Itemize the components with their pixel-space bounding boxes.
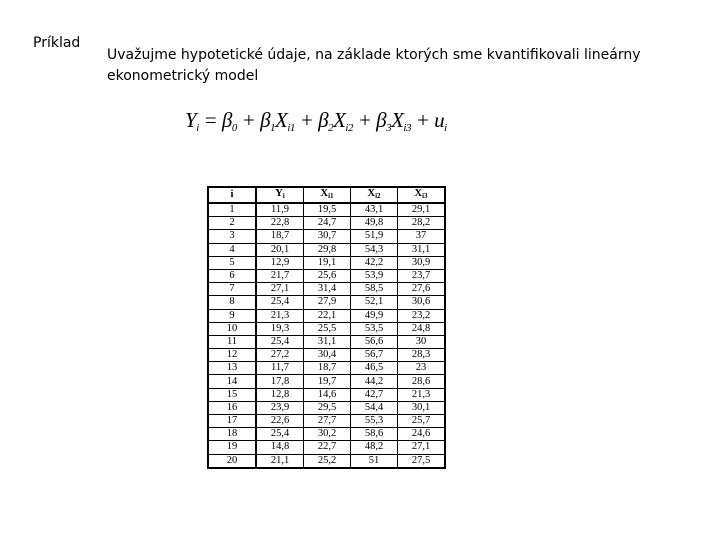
table-cell: 23	[398, 362, 446, 375]
table-cell: 51,9	[351, 230, 398, 243]
formula-beta2-sub: 2	[328, 122, 334, 134]
formula-beta1-sub: 1	[270, 122, 276, 134]
table-cell: 21,7	[256, 269, 304, 282]
table-cell: 19,5	[304, 203, 351, 217]
table-row	[208, 217, 445, 230]
slide-label: Príklad	[33, 35, 81, 51]
table-cell: 44,2	[351, 375, 398, 388]
row-index-cell: 5	[208, 256, 256, 269]
column-header	[208, 187, 256, 203]
row-index-cell: 19	[208, 441, 256, 454]
formula-beta3-sub: 3	[386, 122, 392, 134]
table-cell: 30	[398, 335, 446, 348]
formula-u: u	[434, 108, 445, 132]
formula-eq: =	[198, 108, 222, 132]
table-cell: 11,9	[256, 203, 304, 217]
intro-text: Uvažujme hypotetické údaje, na základe ktorých sme kvantifikovali lineárny ekonometrický model	[107, 47, 641, 84]
table-cell: 28,3	[398, 349, 446, 362]
table-cell: 53,5	[351, 322, 398, 335]
table-cell: 30,9	[398, 256, 446, 269]
row-index-cell: 4	[208, 243, 256, 256]
table-row	[208, 428, 445, 441]
table-cell: 29,5	[304, 401, 351, 414]
row-index-cell: 18	[208, 428, 256, 441]
table-cell: 14,8	[256, 441, 304, 454]
table-cell: 23,2	[398, 309, 446, 322]
column-header	[304, 187, 351, 203]
row-index-cell: 13	[208, 362, 256, 375]
table-cell: 27,1	[398, 441, 446, 454]
column-header-main: X	[414, 188, 423, 199]
formula-plus4: +	[410, 108, 435, 132]
row-index-cell: 17	[208, 415, 256, 428]
row-index-cell: 12	[208, 349, 256, 362]
table-cell: 52,1	[351, 296, 398, 309]
table-cell: 48,2	[351, 441, 398, 454]
table-cell: 19,1	[304, 256, 351, 269]
table-cell: 12,9	[256, 256, 304, 269]
table-row	[208, 454, 445, 468]
table-cell: 25,4	[256, 428, 304, 441]
formula-u-sub: i	[444, 122, 447, 134]
formula-beta2: β	[318, 108, 329, 132]
table-cell: 21,3	[256, 309, 304, 322]
table-cell: 21,1	[256, 454, 304, 468]
table-cell: 18,7	[256, 230, 304, 243]
table-body	[208, 203, 445, 468]
table-cell: 30,4	[304, 349, 351, 362]
column-header	[398, 187, 446, 203]
column-header-sub: i3	[422, 192, 428, 200]
table-cell: 42,2	[351, 256, 398, 269]
formula-x2-sub: i2	[345, 122, 353, 134]
column-header-main: Y	[275, 188, 283, 199]
table-cell: 17,8	[256, 375, 304, 388]
formula-x3: X	[391, 108, 404, 132]
row-index-cell: 8	[208, 296, 256, 309]
formula-x1-sub: i1	[287, 122, 295, 134]
table-row	[208, 296, 445, 309]
row-index-cell: 6	[208, 269, 256, 282]
column-header-sub: i	[282, 192, 285, 200]
row-index-cell: 7	[208, 283, 256, 296]
table-cell: 55,3	[351, 415, 398, 428]
table-row	[208, 283, 445, 296]
table-cell: 22,8	[256, 217, 304, 230]
table-cell: 24,6	[398, 428, 446, 441]
table-cell: 53,9	[351, 269, 398, 282]
table-cell: 25,6	[304, 269, 351, 282]
row-index-cell: 11	[208, 335, 256, 348]
table-row	[208, 230, 445, 243]
table-cell: 19,3	[256, 322, 304, 335]
table-cell: 30,6	[398, 296, 446, 309]
regression-formula	[185, 108, 447, 138]
table-cell: 22,6	[256, 415, 304, 428]
table-cell: 30,2	[304, 428, 351, 441]
table-row	[208, 243, 445, 256]
table-row	[208, 349, 445, 362]
formula-x2: X	[333, 108, 346, 132]
table-cell: 14,6	[304, 388, 351, 401]
table-cell: 54,3	[351, 243, 398, 256]
table-cell: 46,5	[351, 362, 398, 375]
table-cell: 27,9	[304, 296, 351, 309]
table-cell: 42,7	[351, 388, 398, 401]
formula-x1: X	[275, 108, 288, 132]
formula-plus1: +	[236, 108, 261, 132]
table-row	[208, 362, 445, 375]
table-cell: 58,6	[351, 428, 398, 441]
row-index-cell: 14	[208, 375, 256, 388]
table-cell: 31,4	[304, 283, 351, 296]
column-header-main: X	[367, 188, 376, 199]
table-cell: 21,3	[398, 388, 446, 401]
table-cell: 11,7	[256, 362, 304, 375]
table-cell: 25,7	[398, 415, 446, 428]
table-cell: 37	[398, 230, 446, 243]
table-row	[208, 322, 445, 335]
column-header-sub: i1	[328, 192, 334, 200]
table-cell: 49,9	[351, 309, 398, 322]
table-cell: 51	[351, 454, 398, 468]
formula-beta1: β	[260, 108, 271, 132]
table-cell: 56,7	[351, 349, 398, 362]
table-cell: 27,1	[256, 283, 304, 296]
table-cell: 31,1	[304, 335, 351, 348]
column-header-sub: i2	[375, 192, 381, 200]
table-cell: 27,6	[398, 283, 446, 296]
table-cell: 25,5	[304, 322, 351, 335]
table-cell: 25,4	[256, 296, 304, 309]
row-index-cell: 10	[208, 322, 256, 335]
table-cell: 31,1	[398, 243, 446, 256]
table-cell: 25,2	[304, 454, 351, 468]
table-row	[208, 309, 445, 322]
table-cell: 18,7	[304, 362, 351, 375]
table-cell: 25,4	[256, 335, 304, 348]
table-row	[208, 269, 445, 282]
table-row	[208, 335, 445, 348]
table-row	[208, 388, 445, 401]
table-header-row	[208, 187, 445, 203]
formula-plus3: +	[352, 108, 377, 132]
table-row	[208, 375, 445, 388]
table-cell: 56,6	[351, 335, 398, 348]
row-index-cell: 1	[208, 203, 256, 217]
formula-beta3: β	[376, 108, 387, 132]
table-cell: 28,6	[398, 375, 446, 388]
table-cell: 29,8	[304, 243, 351, 256]
table-cell: 20,1	[256, 243, 304, 256]
row-index-cell: 2	[208, 217, 256, 230]
table-cell: 29,1	[398, 203, 446, 217]
table-row	[208, 401, 445, 414]
row-index-cell: 3	[208, 230, 256, 243]
formula-x3-sub: i3	[403, 122, 411, 134]
table-cell: 27,7	[304, 415, 351, 428]
table-cell: 24,7	[304, 217, 351, 230]
formula-lhs-sub: i	[196, 122, 199, 134]
table-cell: 54,4	[351, 401, 398, 414]
table-cell: 58,5	[351, 283, 398, 296]
formula-beta0: β	[221, 108, 232, 132]
table-cell: 28,2	[398, 217, 446, 230]
table-cell: 23,7	[398, 269, 446, 282]
row-index-cell: 20	[208, 454, 256, 468]
table-cell: 49,8	[351, 217, 398, 230]
table-cell: 27,5	[398, 454, 446, 468]
formula-plus2: +	[294, 108, 319, 132]
table-cell: 22,7	[304, 441, 351, 454]
table-cell: 43,1	[351, 203, 398, 217]
table-cell: 24,8	[398, 322, 446, 335]
formula-lhs: Y	[185, 108, 197, 132]
data-table	[207, 186, 446, 469]
table-cell: 22,1	[304, 309, 351, 322]
table-cell: 30,7	[304, 230, 351, 243]
row-index-cell: 9	[208, 309, 256, 322]
formula-beta0-sub: 0	[231, 122, 237, 134]
table-row	[208, 441, 445, 454]
table-cell: 23,9	[256, 401, 304, 414]
table-cell: 19,7	[304, 375, 351, 388]
column-header	[256, 187, 304, 203]
table-row	[208, 203, 445, 217]
table-cell: 27,2	[256, 349, 304, 362]
table-cell: 12,8	[256, 388, 304, 401]
row-index-cell: 15	[208, 388, 256, 401]
column-header	[351, 187, 398, 203]
table-row	[208, 415, 445, 428]
column-header-main: i	[230, 189, 234, 200]
table-cell: 30,1	[398, 401, 446, 414]
table-row	[208, 256, 445, 269]
column-header-main: X	[320, 188, 329, 199]
row-index-cell: 16	[208, 401, 256, 414]
